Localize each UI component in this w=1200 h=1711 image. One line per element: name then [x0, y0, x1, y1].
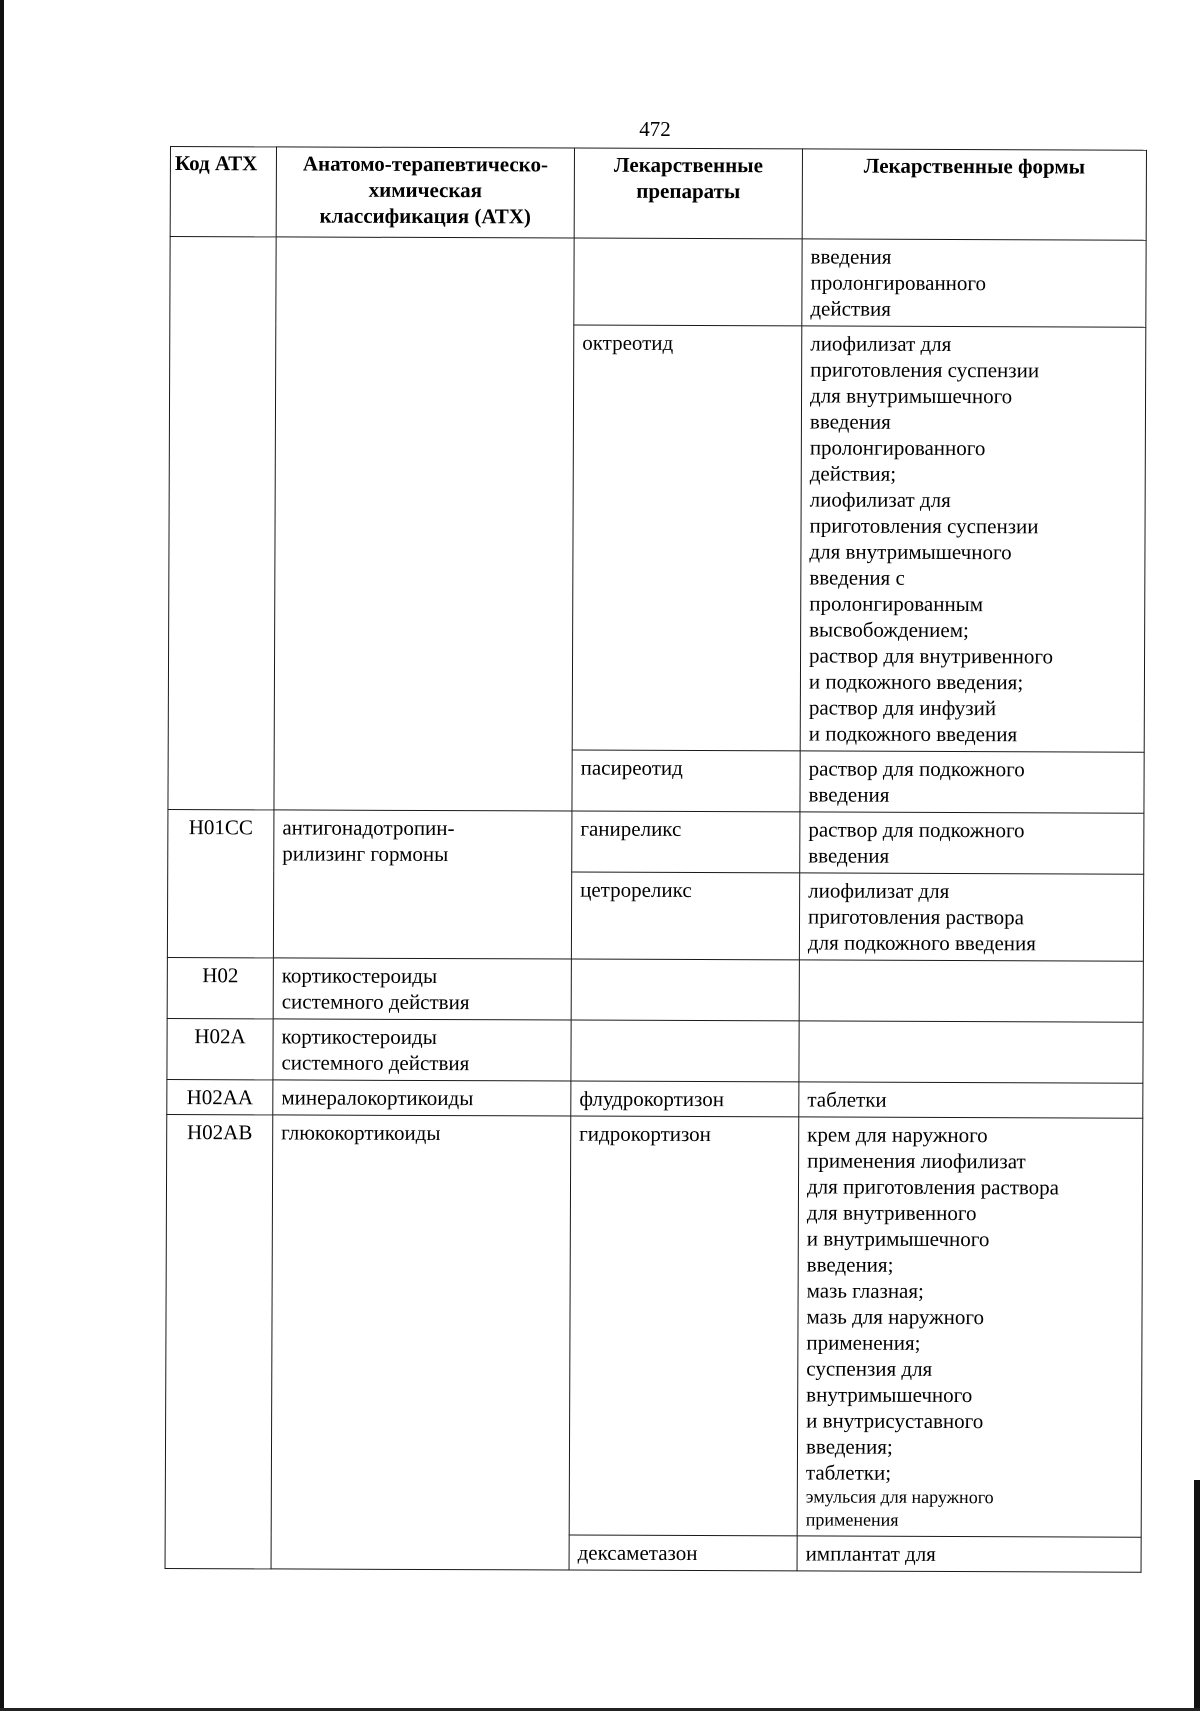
classification-cell: кортикостероиды системного действия	[273, 958, 571, 1020]
table-row	[168, 809, 1144, 874]
table-row	[167, 957, 1143, 1022]
classification-cell-empty	[274, 237, 574, 811]
forms-cell: лиофилизат для приготовления раствора для подкожного введения	[799, 873, 1143, 961]
classification-cell: минералокортикоиды	[273, 1080, 571, 1116]
forms-cell-empty	[799, 960, 1143, 1022]
scan-edge-right	[1194, 1480, 1200, 1711]
forms-text-small: эмульсия для наружного применения	[805, 1486, 994, 1530]
drug-cell-empty	[574, 238, 802, 326]
page-number: 472	[639, 117, 671, 141]
drug-cell: октреотид	[572, 325, 802, 751]
code-cell: H02A	[167, 1018, 273, 1079]
drug-cell-empty	[571, 1020, 799, 1082]
forms-cell: раствор для подкожного введения	[800, 751, 1144, 813]
code-cell: H01CC	[167, 809, 274, 957]
code-cell: H02	[167, 957, 273, 1018]
drug-cell: пасиреотид	[572, 750, 800, 812]
scan-edge-left	[0, 0, 4, 1711]
drug-cell: флудрокортизон	[571, 1081, 799, 1117]
drug-cell: цетрореликс	[571, 872, 799, 960]
forms-cell: раствор для подкожного введения	[800, 812, 1144, 874]
forms-cell: лиофилизат для приготовления суспензии для внутримышечного введения пролонгированного действия; лиофилизат для приготовления суспензии для внутримышечного введения с пролонгированным высвобождением; раствор для внутривенного и подкожного введения; раствор для инфузий и подкожного введения	[800, 326, 1146, 752]
header-forms: Лекарственные формы	[802, 149, 1146, 240]
code-cell-empty	[168, 237, 276, 810]
header-code: Код АТХ	[170, 147, 276, 237]
table-row	[167, 1079, 1143, 1118]
forms-cell	[797, 1117, 1143, 1537]
drug-cell: ганиреликс	[572, 811, 800, 873]
code-cell: H02AB	[165, 1114, 273, 1568]
forms-cell-empty	[799, 1021, 1143, 1083]
table-header-row	[170, 147, 1146, 241]
code-cell: H02AA	[167, 1079, 273, 1114]
forms-cell: введения пролонгированного действия	[802, 239, 1146, 327]
table-row	[167, 1018, 1143, 1083]
drug-cell: гидрокортизон	[569, 1116, 799, 1536]
atx-table	[165, 146, 1147, 1573]
header-classification: Анатомо-терапевтическо- химическая классификация (АТХ)	[276, 147, 574, 238]
header-drugs: Лекарственные препараты	[574, 148, 802, 239]
forms-cell: таблетки	[799, 1082, 1143, 1118]
drug-cell: дексаметазон	[569, 1535, 797, 1571]
forms-cell: имплантат для	[797, 1536, 1141, 1572]
classification-cell: кортикостероиды системного действия	[273, 1019, 571, 1081]
table-row	[170, 237, 1146, 328]
classification-cell: глюкокортикоиды	[271, 1115, 571, 1570]
classification-cell: антигонадотропин- рилизинг гормоны	[273, 810, 572, 959]
forms-text: крем для наружного применения лиофилизат для приготовления раствора для внутривенного и внутримышечного введения; мазь глазная; мазь для наружного применения; суспензия для внутримышечного и внутрисуставного введения; таблетки;	[805, 1122, 1060, 1485]
drug-cell-empty	[571, 959, 799, 1021]
table-row	[165, 1114, 1143, 1537]
